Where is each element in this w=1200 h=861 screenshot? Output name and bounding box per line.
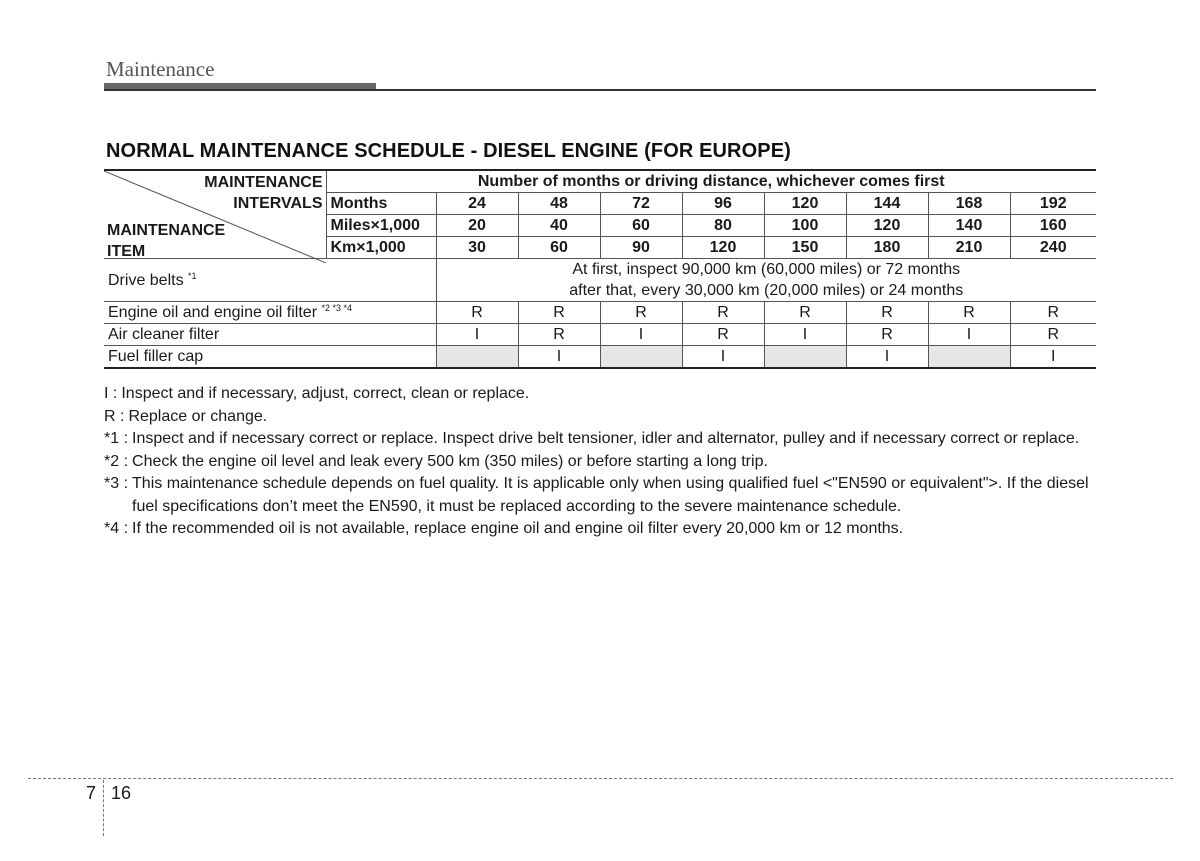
table-row <box>104 324 1096 346</box>
table-row <box>104 170 1096 193</box>
item-label: Engine oil and engine oil filter $^{*2 *3 *4}$ <box>104 302 436 324</box>
drive-belts-interval <box>436 259 1096 302</box>
footnote-text: This maintenance schedule depends on fuel quality. It is applicable only when using qualified fuel <"EN590 or equivalent">. If the diesel fuel specifications don’t meet the EN590, it must be replaced according to the severe maintenance schedule. <box>132 475 1089 515</box>
interval-value: 72 <box>600 193 682 215</box>
schedule-cell <box>436 346 518 369</box>
header-rule <box>104 89 1096 91</box>
corner-item-label: MAINTENANCE <box>107 222 226 239</box>
schedule-cell: R <box>1010 324 1096 346</box>
interval-value: 150 <box>764 237 846 259</box>
maintenance-schedule-table <box>104 169 1096 369</box>
schedule-cell <box>764 346 846 369</box>
footnote-key: *3 : <box>104 475 129 492</box>
footnote <box>104 428 1096 451</box>
interval-label: Months <box>326 193 436 215</box>
schedule-cell: R <box>600 302 682 324</box>
schedule-cell: R <box>928 302 1010 324</box>
footnote-key: *4 : <box>104 520 129 537</box>
footnote-text: Inspect and if necessary, adjust, correct, clean or replace. <box>121 385 530 402</box>
interval-value: 48 <box>518 193 600 215</box>
interval-value: 120 <box>764 193 846 215</box>
schedule-cell: I <box>600 324 682 346</box>
schedule-cell: R <box>518 324 600 346</box>
footnotes <box>104 383 1096 541</box>
interval-value: 20 <box>436 215 518 237</box>
schedule-cell <box>600 346 682 369</box>
interval-label: Km×1,000 <box>326 237 436 259</box>
schedule-cell: I <box>846 346 928 369</box>
table-row <box>104 346 1096 369</box>
footnote <box>104 451 1096 474</box>
footnote-marker: *2 *3 *4 <box>321 303 353 313</box>
interval-value: 60 <box>600 215 682 237</box>
footer-dashed-rule <box>28 778 1173 779</box>
drive-belts-line-2: after that, every 30,000 km (20,000 miles) or 24 months <box>569 282 964 299</box>
interval-value: 120 <box>846 215 928 237</box>
corner-header-cell <box>104 170 326 259</box>
schedule-cell: R <box>436 302 518 324</box>
chapter-number: 7 <box>86 783 97 803</box>
schedule-title: NORMAL MAINTENANCE SCHEDULE - DIESEL ENGINE (FOR EUROPE) <box>106 140 791 162</box>
footnote <box>104 383 1096 406</box>
footnote <box>104 473 1096 518</box>
schedule-cell: R <box>846 302 928 324</box>
interval-value: 24 <box>436 193 518 215</box>
interval-value: 40 <box>518 215 600 237</box>
interval-value: 240 <box>1010 237 1096 259</box>
schedule-cell: I <box>1010 346 1096 369</box>
item-label: Air cleaner filter <box>104 324 436 346</box>
interval-value: 210 <box>928 237 1010 259</box>
schedule-cell: R <box>846 324 928 346</box>
section-title: Maintenance <box>106 57 215 81</box>
corner-item-label: ITEM <box>107 243 146 260</box>
item-label: Drive belts $^{*1}$ <box>104 259 436 302</box>
interval-value: 90 <box>600 237 682 259</box>
footnote-text: If the recommended oil is not available, replace engine oil and engine oil filter every 20,000 km or 12 months. <box>132 520 904 537</box>
interval-value: 120 <box>682 237 764 259</box>
schedule-cell: I <box>436 324 518 346</box>
item-label: Fuel filler cap <box>104 346 436 369</box>
interval-value: 100 <box>764 215 846 237</box>
page-number: 16 <box>111 783 132 803</box>
interval-value: 160 <box>1010 215 1096 237</box>
footer-dashed-divider <box>103 780 104 836</box>
interval-value: 180 <box>846 237 928 259</box>
footnote <box>104 518 1096 541</box>
footnote-key: *1 : <box>104 430 129 447</box>
footnote-text: Replace or change. <box>128 407 268 425</box>
footnote-marker: *1 <box>188 270 197 281</box>
corner-interval-label: MAINTENANCE <box>204 174 323 191</box>
footnote-key: I : <box>104 385 118 402</box>
footnote-text: Inspect and if necessary correct or replace. Inspect drive belt tensioner, idler and alternator, pulley and if necessary correct or replace. <box>132 430 1080 447</box>
table-row <box>104 259 1096 302</box>
schedule-cell: R <box>764 302 846 324</box>
interval-value: 140 <box>928 215 1010 237</box>
footnote-text: Check the engine oil level and leak every 500 km (350 miles) or before starting a long trip. <box>132 452 768 470</box>
table-row <box>104 302 1096 324</box>
interval-value: 30 <box>436 237 518 259</box>
schedule-cell: R <box>682 302 764 324</box>
schedule-cell: I <box>928 324 1010 346</box>
schedule-cell: I <box>682 346 764 369</box>
schedule-cell: I <box>764 324 846 346</box>
schedule-cell: R <box>518 302 600 324</box>
schedule-cell: R <box>682 324 764 346</box>
interval-value: 80 <box>682 215 764 237</box>
schedule-cell <box>928 346 1010 369</box>
interval-value: 192 <box>1010 193 1096 215</box>
drive-belts-line-1: At first, inspect 90,000 km (60,000 miles) or 72 months <box>572 261 961 278</box>
interval-value: 144 <box>846 193 928 215</box>
schedule-cell: I <box>518 346 600 369</box>
footnote-key: R : <box>104 407 125 425</box>
interval-value: 96 <box>682 193 764 215</box>
interval-value: 60 <box>518 237 600 259</box>
footnote <box>104 406 1096 429</box>
schedule-cell: R <box>1010 302 1096 324</box>
footnote-key: *2 : <box>104 452 129 470</box>
interval-label: Miles×1,000 <box>326 215 436 237</box>
corner-interval-label: INTERVALS <box>233 195 323 212</box>
span-header: Number of months or driving distance, whichever comes first <box>326 170 1096 193</box>
interval-value: 168 <box>928 193 1010 215</box>
